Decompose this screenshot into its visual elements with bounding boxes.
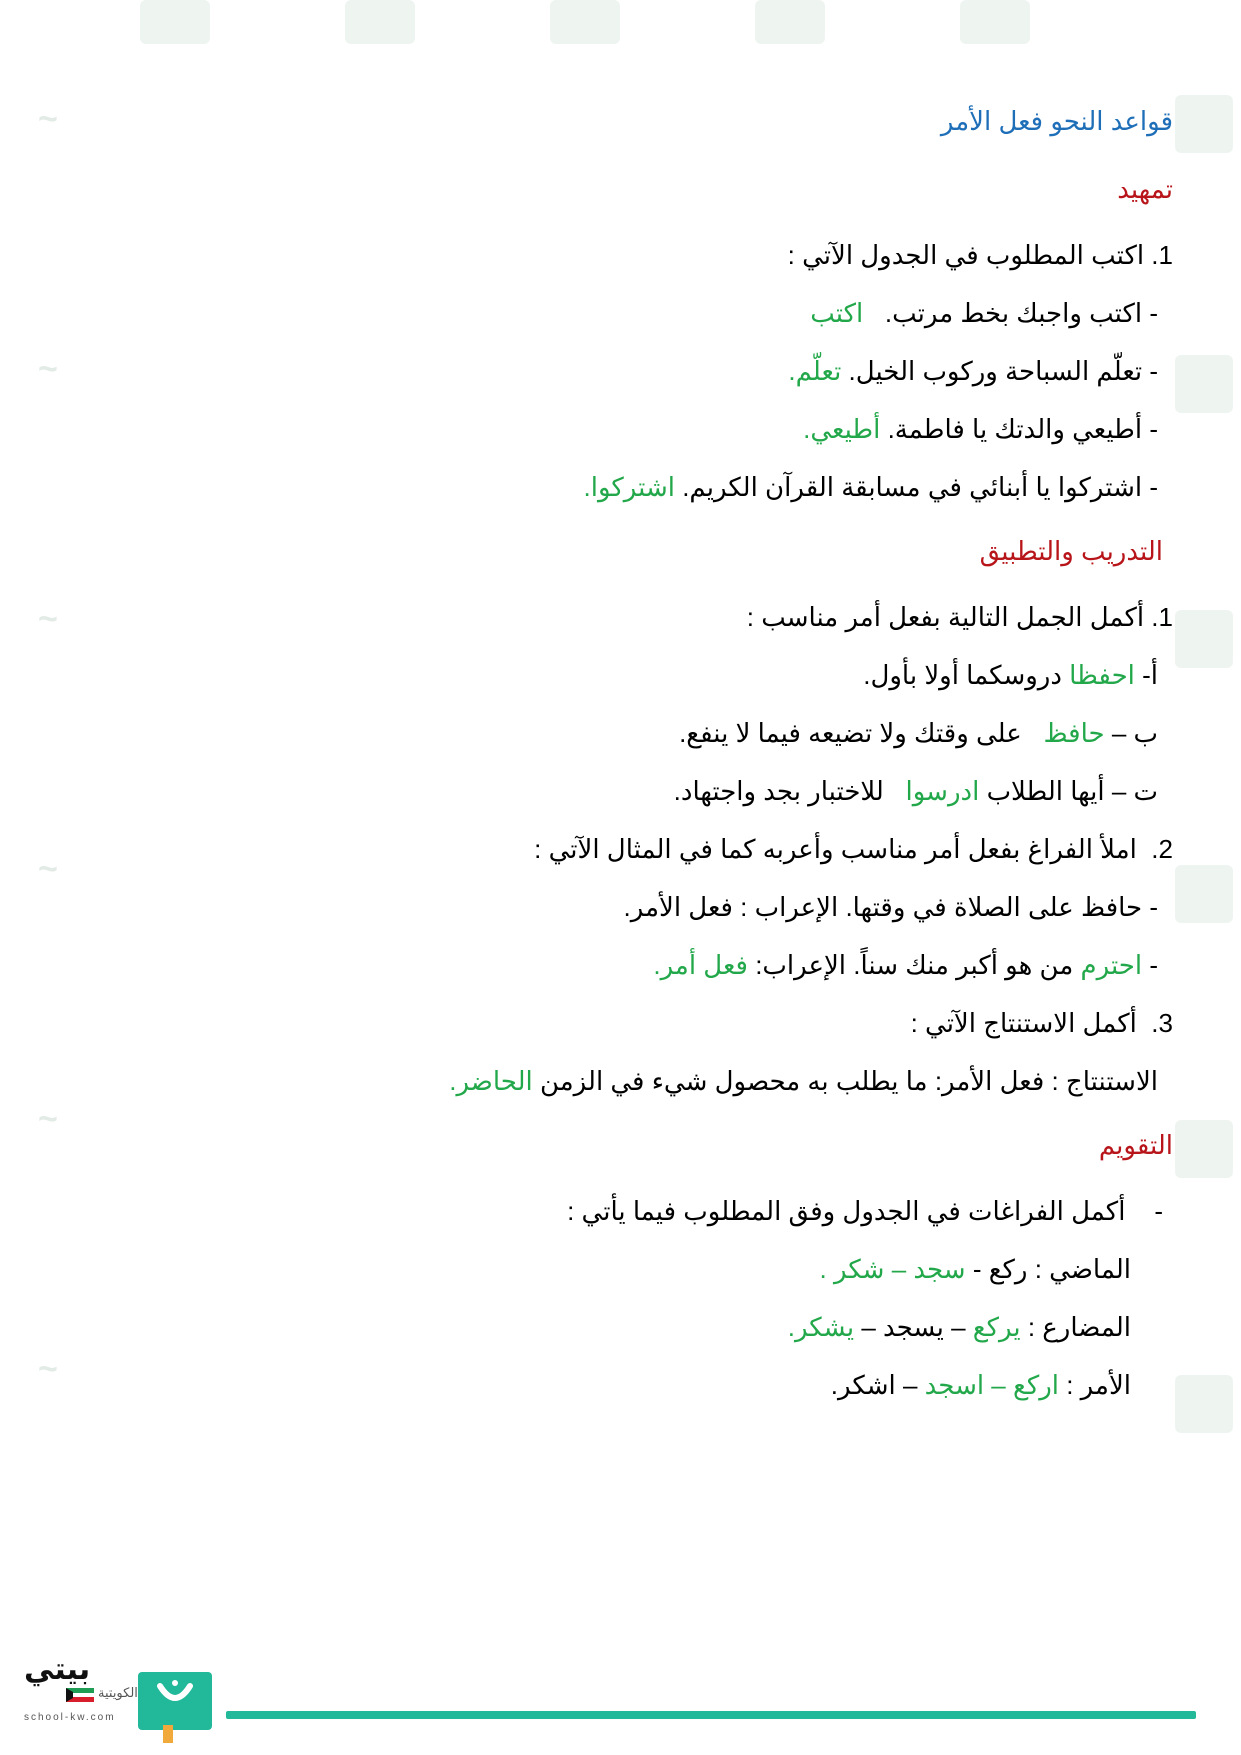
intro-line-1: - اكتب واجبك بخط مرتب. اكتب — [810, 298, 1158, 328]
intro-question-1 — [788, 238, 1173, 272]
practice-example: - حافظ على الصلاة في وقتها. الإعراب : فعل الأمر. — [623, 892, 1158, 922]
answer-text: يركع — [972, 1312, 1021, 1342]
intro-line-3: - أطيعي والدتك يا فاطمة. أطيعي. — [803, 414, 1158, 444]
answer-text: حافظ — [1043, 718, 1105, 748]
answer-text: الحاضر. — [449, 1066, 533, 1096]
answer-text: اركع – اسجد — [924, 1370, 1059, 1400]
evaluation-past-row: الماضي : ركع - سجد – شكر . — [819, 1254, 1131, 1284]
practice-question-1: 1. أكمل الجمل التالية بفعل أمر مناسب : — [746, 602, 1173, 632]
brand-country: الكويتية — [98, 1685, 138, 1700]
answer-text: يشكر. — [787, 1312, 855, 1342]
evaluation-imperative-row: الأمر : اركع – اسجد – اشكر. — [830, 1370, 1131, 1400]
answer-text: تعلّم. — [788, 356, 842, 386]
brand-name: بيتي — [24, 1653, 91, 1686]
logo-bookmark-icon — [163, 1725, 173, 1743]
intro-line-4: - اشتركوا يا أبنائي في مسابقة القرآن الكريم. اشتركوا. — [583, 472, 1158, 502]
answer-text: احترم — [1080, 950, 1143, 980]
question-number: 1. — [1151, 240, 1173, 270]
practice-item-t: ت – أيها الطلاب ادرسوا للاختبار بجد واجتهاد. — [673, 776, 1158, 806]
question-text: اكتب المطلوب في الجدول الآتي : — [787, 240, 1145, 270]
page-title: قواعد النحو فعل الأمر — [940, 106, 1173, 136]
section-heading-practice: التدريب والتطبيق — [979, 536, 1163, 566]
footer-divider — [226, 1711, 1196, 1719]
answer-text: احفظا — [1069, 660, 1135, 690]
evaluation-instruction: - أكمل الفراغات في الجدول وفق المطلوب فيما يأتي : — [567, 1196, 1163, 1226]
answer-text: فعل أمر. — [653, 950, 748, 980]
intro-line-2: - تعلّم السباحة وركوب الخيل. تعلّم. — [788, 356, 1158, 386]
answer-text: أطيعي. — [803, 414, 881, 444]
answer-text: سجد – شكر . — [819, 1254, 966, 1284]
section-heading-evaluation: التقويم — [1098, 1130, 1173, 1160]
answer-text: ادرسوا — [905, 776, 980, 806]
kuwait-flag-icon — [66, 1688, 94, 1702]
evaluation-present-row: المضارع : يركع – يسجد – يشكر. — [787, 1312, 1131, 1342]
practice-answer-line: - احترم من هو أكبر منك سناً. الإعراب: فعل أمر. — [653, 950, 1158, 980]
conclusion-line: الاستنتاج : فعل الأمر: ما يطلب به محصول شيء في الزمن الحاضر. — [449, 1066, 1158, 1096]
answer-text: اكتب — [810, 298, 864, 328]
practice-item-a: أ- احفظا دروسكما أولا بأول. — [863, 660, 1158, 690]
section-heading-intro: تمهيد — [1117, 174, 1173, 204]
practice-item-b: ب – حافظ على وقتك ولا تضيعه فيما لا ينفع. — [679, 718, 1158, 748]
school-logo-icon — [138, 1672, 212, 1730]
practice-question-2: 2. املأ الفراغ بفعل أمر مناسب وأعربه كما في المثال الآتي : — [534, 834, 1173, 864]
answer-text: اشتركوا. — [583, 472, 675, 502]
brand-url: school-kw.com — [24, 1712, 116, 1723]
practice-question-3: 3. أكمل الاستنتاج الآتي : — [910, 1008, 1173, 1038]
